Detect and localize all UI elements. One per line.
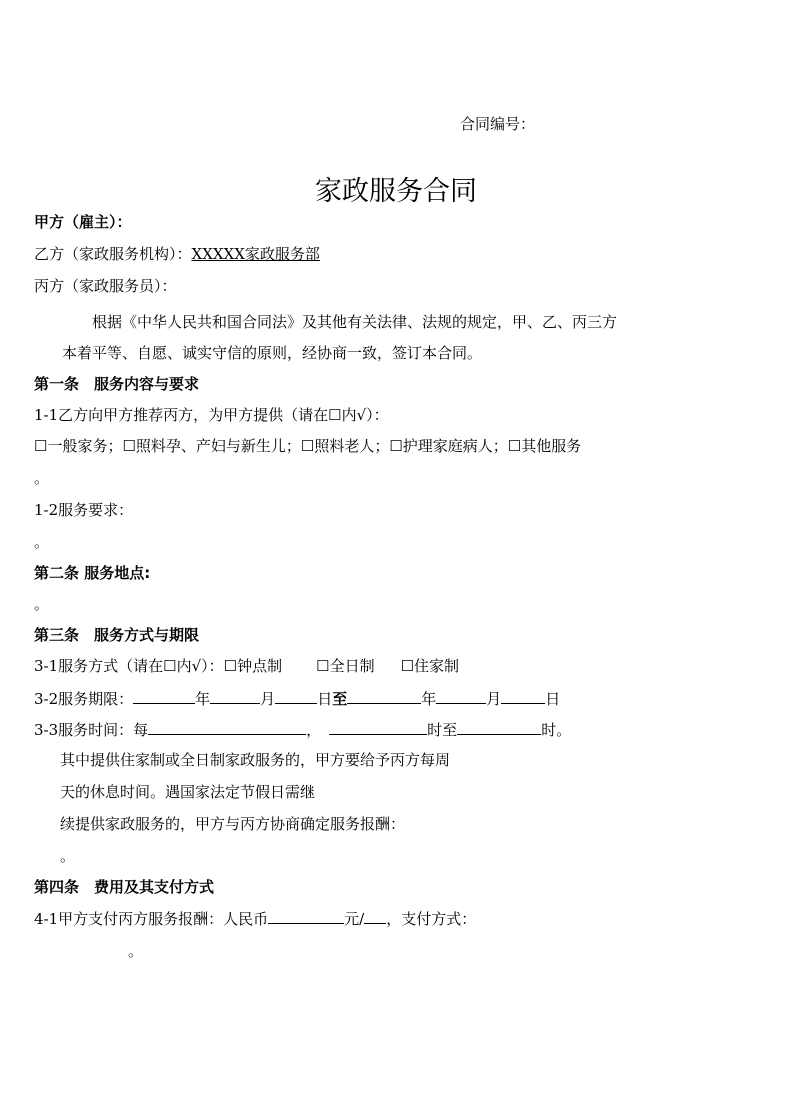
service-mode-line [34,656,459,676]
party-b-label: 乙方（家政服务机构）： [34,245,192,263]
article-1-period-1: 。 [34,469,50,487]
time-period-blank[interactable] [148,719,306,735]
payment-line [34,908,476,929]
payment-method-label: ，支付方式： [386,910,477,928]
payment-unit: 元/ [344,910,365,928]
party-b-line [34,244,320,264]
article-3-period: 。 [60,847,76,865]
day-label-2: 日 [545,690,561,708]
year-label-2: 年 [421,690,437,708]
end-year-blank[interactable] [347,688,421,704]
service-mode-full-day: ☐全日制 [316,657,375,675]
article-1-period-2: 。 [34,533,50,551]
end-hour-blank[interactable] [457,719,541,735]
start-hour-blank[interactable] [329,719,427,735]
service-term-label: 3-2服务期限： [34,690,134,708]
party-a-label: 甲方（雇主）： [34,213,132,231]
service-mode-label: 3-1服务方式（请在☐内√）： [34,657,224,675]
end-day-blank[interactable] [501,688,545,704]
month-label-2: 月 [486,690,502,708]
article-2-period: 。 [34,595,50,613]
article-4-period: 。 [128,942,144,960]
end-month-blank[interactable] [436,688,486,704]
hour-to-label: 时至 [427,721,458,739]
service-term-line [34,688,560,709]
service-mode-live-in: ☐住家制 [400,657,460,675]
year-label: 年 [195,690,211,708]
start-month-blank[interactable] [210,688,260,704]
service-mode-hourly: ☐钟点制 [223,657,283,675]
to-label: 至 [332,690,348,708]
article-2-heading: 第二条 服务地点: [34,564,151,582]
document-title: 家政服务合同 [315,176,477,207]
rest-note-line-3: 续提供家政服务的，甲方与丙方协商确定服务报酬： [60,815,406,833]
preamble-line-1: 根据《中华人民共和国合同法》及其他有关法律、法规的规定，甲、乙、丙三方 [92,313,618,331]
article-1-heading: 第一条 服务内容与要求 [34,375,200,393]
service-time-line [34,719,571,740]
party-c-label: 丙方（家政服务员）： [34,277,177,295]
article-4-heading: 第四条 费用及其支付方式 [34,878,215,896]
unit-blank[interactable] [364,908,386,924]
hour-end-label: 时。 [541,721,572,739]
start-year-blank[interactable] [133,688,195,704]
amount-blank[interactable] [268,908,344,924]
article-1-item-1: 1-1乙方向甲方推荐丙方，为甲方提供（请在☐内√）： [34,406,389,424]
rest-note-line-1: 其中提供住家制或全日制家政服务的，甲方要给予丙方每周 [60,751,451,769]
preamble-line-2: 本着平等、自愿、诚实守信的原则，经协商一致，签订本合同。 [62,344,483,362]
start-day-blank[interactable] [275,688,317,704]
article-3-heading: 第三条 服务方式与期限 [34,626,200,644]
party-b-value: XXXXX家政服务部 [191,245,320,263]
article-1-service-options: ☐一般家务；☐照料孕、产妇与新生儿；☐照料老人；☐护理家庭病人；☐其他服务 [34,437,582,455]
day-label: 日 [317,690,333,708]
payment-label: 4-1甲方支付丙方服务报酬：人民币 [34,910,269,928]
article-1-item-2: 1-2服务要求： [34,501,134,519]
contract-number-label: 合同编号： [460,115,536,133]
month-label: 月 [260,690,276,708]
comma: ， [306,721,322,739]
service-time-label: 3-3服务时间：每 [34,721,149,739]
rest-note-line-2: 天的休息时间。遇国家法定节假日需继 [60,783,316,801]
